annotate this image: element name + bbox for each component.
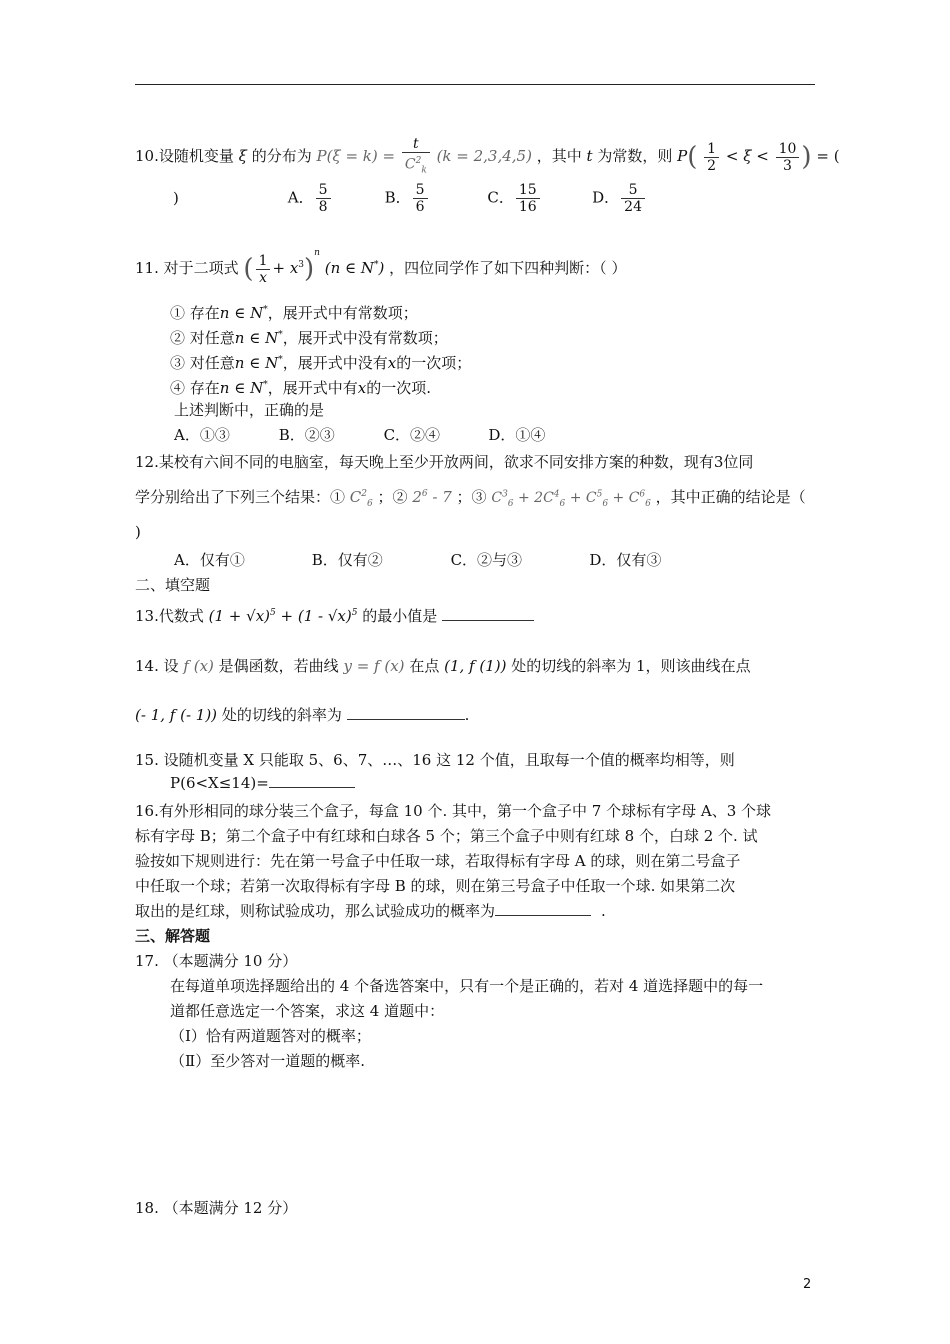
- q11-options: [174, 425, 545, 445]
- question-10: 10.设随机变量 ξ 的分布为 P(ξ = k) = $\frac{t}{C^2_k}$ (k = 2,3,4,5) ，其中 t 为常数，则 P( $\frac{1}{2}$ < ξ < $\frac{10}{3}$ ) = (: [135, 136, 840, 178]
- q11-option-b: B．②③: [278, 426, 335, 444]
- q10-option-c: C． $\frac{15}{16}$: [487, 182, 587, 215]
- section-3-heading: 三、解答题: [135, 927, 211, 945]
- question-11: 11. 对于二项式 ( $\frac{1}{x}$ + $x^3)^n$ (n ∈ N*) ，四位同学作了如下四种判断：（ ）: [135, 248, 627, 286]
- question-12-line-2: 学分别给出了下列三个结果：① $C^2_6$ ；② $2^6 - 7$ ；③ $C^3_6 + 2C^4_6 + C^5_6 + C^6_6$ ，其中正确的结论是（: [135, 488, 806, 509]
- q12-option-b: B．仅有②: [311, 551, 383, 569]
- q12-option-c: C．②与③: [450, 551, 523, 569]
- q15-answer-blank[interactable]: [269, 787, 355, 788]
- question-14-line-1: 14. 设 f (x) 是偶函数，若曲线 y = f (x) 在点 (1, f (1)) 处的切线的斜率为 1，则该曲线在点: [135, 657, 751, 675]
- question-18-head: 18. （本题满分 12 分）: [135, 1199, 298, 1217]
- q11-option-d: D．①④: [488, 426, 546, 444]
- q11-judgement-1: ① 存在n ∈ N*，展开式中有常数项；: [170, 304, 418, 322]
- q11-option-c: C．②④: [383, 426, 441, 444]
- q10-option-b: B． $\frac{5}{6}$: [385, 182, 483, 215]
- section-2-heading: 二、填空题: [135, 576, 211, 594]
- question-16-line-4: 中任取一个球；若第一次取得标有字母 B 的球，则在第三号盒子中任取一个球. 如果第二次: [135, 877, 736, 895]
- question-14-line-2: (- 1, f (- 1)) 处的切线的斜率为 .: [135, 706, 470, 724]
- question-17-part-1: （Ⅰ）恰有两道题答对的概率；: [170, 1027, 371, 1045]
- question-16-line-5: 取出的是红球，则称试验成功，那么试验成功的概率为 .: [135, 902, 606, 920]
- q10-option-a: A． $\frac{5}{8}$: [288, 182, 380, 215]
- question-15-line-1: 15. 设随机变量 X 只能取 5、6、7、…、16 这 12 个值，且取每一个值的概率均相等，则: [135, 751, 735, 769]
- q11-judgement-2: ② 对任意n ∈ N*，展开式中没有常数项；: [170, 329, 448, 347]
- q12-option-d: D．仅有③: [589, 551, 662, 569]
- q10-distribution-fraction: $\frac{t}{C^2_k}$: [402, 136, 430, 178]
- question-12-line-3: ): [135, 523, 141, 541]
- question-17-part-2: （Ⅱ）至少答对一道题的概率.: [170, 1052, 365, 1070]
- question-15-line-2: P(6<X≤14)=: [170, 773, 355, 793]
- q11-judgement-4: ④ 存在n ∈ N*，展开式中有x的一次项.: [170, 379, 431, 397]
- question-17-line-1: 在每道单项选择题给出的 4 个备选答案中，只有一个是正确的，若对 4 道选择题中的每一: [170, 977, 764, 995]
- q14-answer-blank[interactable]: [347, 719, 465, 720]
- q11-summary: 上述判断中，正确的是: [174, 401, 325, 419]
- question-13: 13.代数式 $(1 + √x)^5 + (1 - √x)^5$ 的最小值是: [135, 603, 534, 626]
- q11-judgement-3: ③ 对任意n ∈ N*，展开式中没有x的一次项；: [170, 354, 472, 372]
- question-16-line-3: 验按如下规则进行：先在第一号盒子中任取一球，若取得标有字母 A 的球，则在第二号盒子: [135, 852, 741, 870]
- q13-answer-blank[interactable]: [442, 620, 534, 621]
- q12-option-a: A．仅有①: [174, 551, 245, 569]
- q11-option-a: A．①③: [174, 426, 230, 444]
- q10-option-d: D． $\frac{5}{24}$: [592, 182, 647, 215]
- q12-options: [174, 550, 661, 570]
- question-17-head: 17. （本题满分 10 分）: [135, 952, 298, 970]
- question-16-line-2: 标有字母 B；第二个盒子中有红球和白球各 5 个；第三个盒子中则有红球 8 个，白球 2 个. 试: [135, 827, 758, 845]
- question-16-line-1: 16.有外形相同的球分装三个盒子，每盒 10 个. 其中，第一个盒子中 7 个球标有字母 A、3 个球: [135, 802, 772, 820]
- page-number: 2: [803, 1277, 812, 1292]
- header-rule: [135, 84, 815, 85]
- question-17-line-2: 道都任意选定一个答案，求这 4 道题中：: [170, 1002, 445, 1020]
- q16-answer-blank[interactable]: [495, 915, 591, 916]
- question-12-line-1: 12.某校有六间不同的电脑室，每天晚上至少开放两间，欲求不同安排方案的种数，现有3位同: [135, 453, 754, 471]
- question-10-options: ) A． $\frac{5}{8}$ B． $\frac{5}{6}$ C． $\frac{15}{16}$ D． $\frac{5}{24}$: [135, 182, 647, 215]
